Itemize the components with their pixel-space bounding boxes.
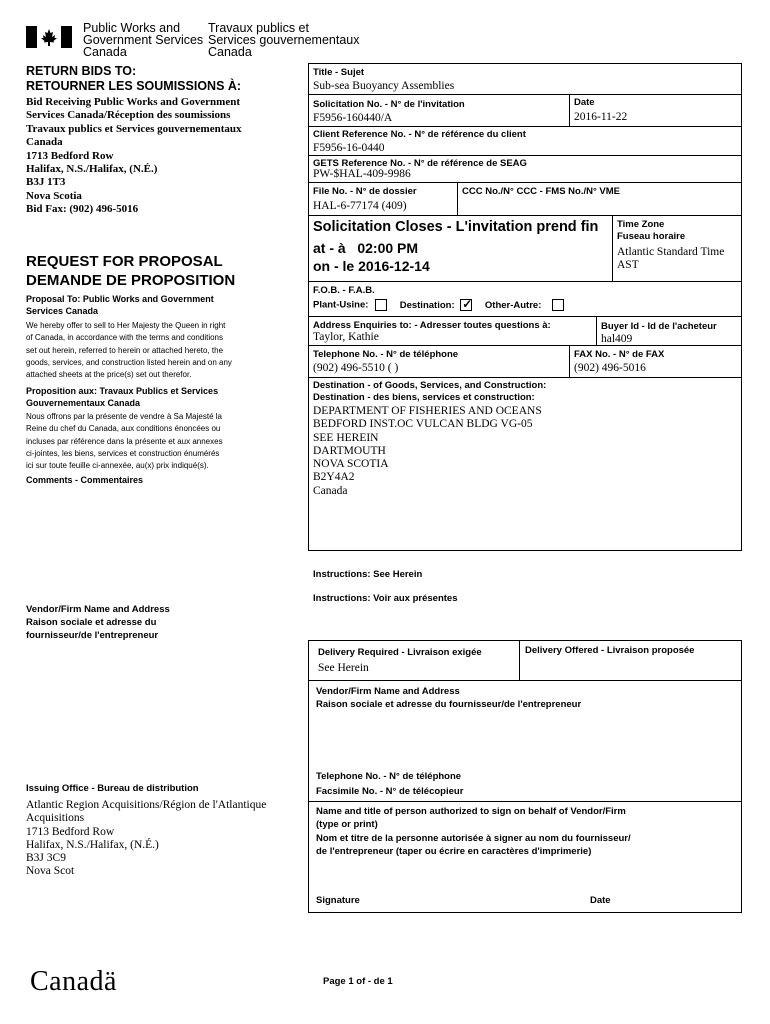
proposition-text: Nous offrons par la présente de vendre à Sa Majesté la Reine du chef du Canada, aux conditions énoncées ou incluses par référence dans la présente et aux annexes ci-jointes, les biens, services et construction énumérés ici sur toute feuille ci-annexée, au(x) prix indiqué(s). <box>26 412 223 471</box>
delivery-required-label: Delivery Required - Livraison exigée <box>318 647 482 658</box>
date-value: 2016-11-22 <box>574 111 628 123</box>
solicitation-no-label: Solicitation No. - N° de l'invitation <box>313 99 465 110</box>
vendor-name-address-label: Vendor/Firm Name and Address Raison sociale et adresse du fournisseur/de l'entrepreneur <box>316 686 582 710</box>
destination-goods-label: Destination - of Goods, Services, and Construction: Destination - des biens, services et construction: <box>313 380 547 403</box>
canada-wordmark: Canadä <box>30 966 117 997</box>
instructions-fr: Instructions: Voir aux présentes <box>313 593 458 604</box>
client-ref-label: Client Reference No. - N° de référence du client <box>313 129 526 140</box>
other-autre-checkbox[interactable] <box>552 299 564 311</box>
issuing-office-label: Issuing Office - Bureau de distribution <box>26 783 199 794</box>
client-ref-value: F5956-16-0440 <box>313 142 385 154</box>
gets-ref-value: PW-$HAL-409-9986 <box>313 168 411 180</box>
fob-options <box>313 299 564 311</box>
telephone-value: (902) 496-5510 ( ) <box>313 362 399 374</box>
buyer-id-label: Buyer Id - Id de l'acheteur <box>601 321 717 332</box>
gets-ref-label: GETS Reference No. - N° de référence de SEAG <box>313 158 527 169</box>
time-zone-value: Atlantic Standard Time AST <box>617 246 725 271</box>
address-enquiries-value: Taylor, Kathie <box>313 331 379 343</box>
plant-usine-checkbox[interactable] <box>375 299 387 311</box>
proposition-label: Proposition aux: Travaux Publics et Services Gouvernementaux Canada <box>26 386 219 408</box>
proposal-to-label: Proposal To: Public Works and Government Services Canada <box>26 294 214 316</box>
destination-checkbox[interactable] <box>460 299 472 311</box>
rfp-title: REQUEST FOR PROPOSAL DEMANDE DE PROPOSITION <box>26 253 236 289</box>
other-autre-label: Other-Autre: <box>484 299 542 311</box>
department-name-fr: Travaux publics et Services gouvernementaux Canada <box>208 21 360 59</box>
address-enquiries-label: Address Enquiries to: - Adresser toutes questions à: <box>313 320 551 331</box>
signature-date-label: Date <box>590 895 611 906</box>
issuing-office-address: Atlantic Region Acquisitions/Région de l'Atlantique Acquisitions 1713 Bedford Row Halifax, N.S./Halifax, (N.É.) B3J 3C9 Nova Scot <box>26 799 267 878</box>
plant-usine-label: Plant-Usine: <box>313 299 369 311</box>
file-no-value: HAL-6-77174 (409) <box>313 200 407 212</box>
vendor-facsimile-label: Facsimile No. - N° de télécopieur <box>316 786 464 797</box>
proposal-to-text: We hereby offer to sell to Her Majesty the Queen in right of Canada, in accordance with the terms and conditions set out herein, referred to herein or attached hereto, the goods, services, and construction listed herein and on any attached sheets at the price(s) set out therefor. <box>26 321 232 380</box>
authorized-person-label: Name and title of person authorized to sign on behalf of Vendor/Firm (type or print) Nom et titre de la personne autorisée à signer au nom du fournisseur/ de l'entrepreneur (taper ou écrire en caractères d'imprimerie) <box>316 806 631 858</box>
checkmark-icon: ✓ <box>462 297 473 311</box>
closing-date: on - le 2016-12-14 <box>313 258 430 274</box>
page-number: Page 1 of - de 1 <box>323 976 393 987</box>
file-no-label: File No. - N° de dossier <box>313 186 417 197</box>
title-label: Title - Sujet <box>313 67 365 78</box>
date-label: Date <box>574 97 595 108</box>
title-value: Sub-sea Buoyancy Assemblies <box>313 80 455 92</box>
instructions-en: Instructions: See Herein <box>313 569 423 580</box>
buyer-id-value: hal409 <box>601 333 633 345</box>
fob-label: F.O.B. - F.A.B. <box>313 285 375 296</box>
ccc-no-label: CCC No./N° CCC - FMS No./N° VME <box>462 186 621 197</box>
closing-time: at - à 02:00 PM <box>313 240 419 256</box>
signature-label: Signature <box>316 895 360 906</box>
destination-label: Destination: <box>399 299 455 311</box>
return-bids-address: Bid Receiving Public Works and Government Services Canada/Réception des soumissions Travaux publics et Services gouvernementaux Canada 1713 Bedford Row Halifax, N.S./Halifax, (N.É.) B3J 1T3 Nova Scotia Bid Fax: (902) 496-5016 <box>26 96 242 216</box>
solicitation-no-value: F5956-160440/A <box>313 112 393 124</box>
fax-value: (902) 496-5016 <box>574 362 646 374</box>
solicitation-closes-label: Solicitation Closes - L'invitation prend fin <box>313 219 599 235</box>
telephone-label: Telephone No. - N° de téléphone <box>313 349 459 360</box>
comments-label: Comments - Commentaires <box>26 475 144 485</box>
destination-address: DEPARTMENT OF FISHERIES AND OCEANS BEDFORD INST.OC VULCAN BLDG VG-05 SEE HEREIN DARTMOUTH NOVA SCOTIA B2Y4A2 Canada <box>313 405 542 497</box>
return-bids-title: RETURN BIDS TO: RETOURNER LES SOUMISSIONS À: <box>26 64 242 93</box>
canada-flag-icon <box>26 26 72 48</box>
time-zone-label: Time Zone Fuseau horaire <box>617 219 686 242</box>
delivery-offered-label: Delivery Offered - Livraison proposée <box>525 645 695 656</box>
department-name-en: Public Works and Government Services Canada <box>83 21 204 59</box>
fax-label: FAX No. - N° de FAX <box>574 349 665 360</box>
vendor-telephone-label: Telephone No. - N° de téléphone <box>316 771 462 782</box>
delivery-required-value: See Herein <box>318 662 369 674</box>
vendor-address-label: Vendor/Firm Name and Address Raison sociale et adresse du fournisseur/de l'entrepreneur <box>26 604 170 641</box>
